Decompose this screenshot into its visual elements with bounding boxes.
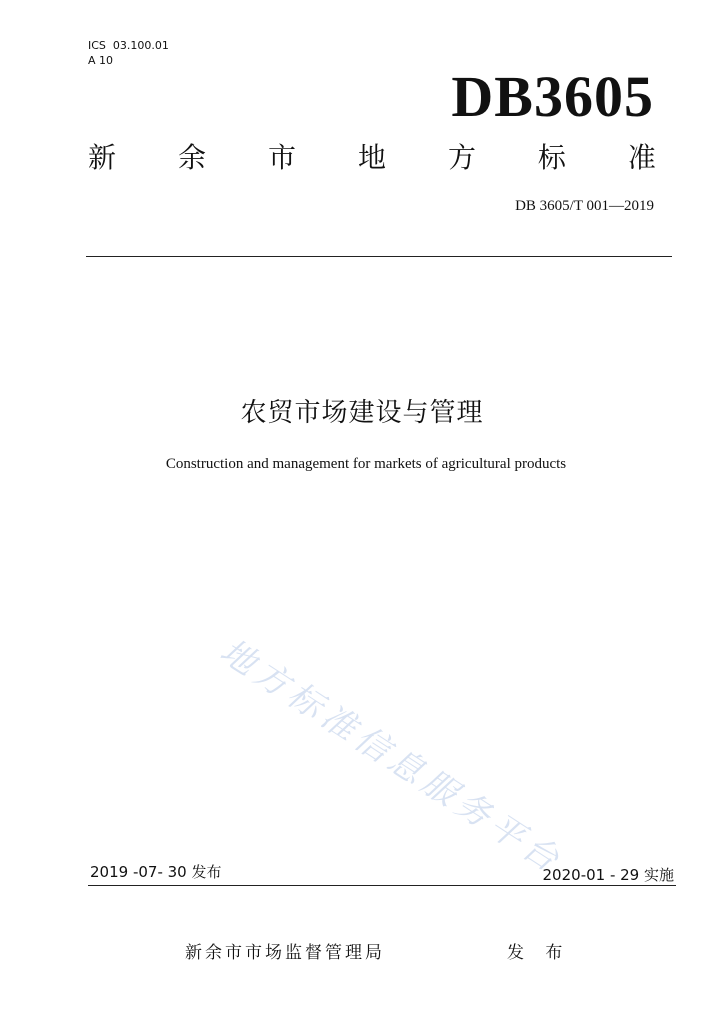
standard-code: DB3605 xyxy=(451,64,654,129)
footer-divider xyxy=(88,885,676,886)
publish-label: 发 布 xyxy=(507,943,571,963)
name-char: 余 xyxy=(177,141,206,174)
name-char: 标 xyxy=(537,141,566,174)
issuing-authority: 新余市市场监督管理局 xyxy=(185,943,385,963)
implementation-date: 2020-01 - 29 实施 xyxy=(542,866,674,884)
name-char: 市 xyxy=(267,141,296,174)
standard-type-name xyxy=(88,138,656,178)
document-title-cn: 农贸市场建设与管理 xyxy=(240,398,484,428)
issue-date: 2019 -07- 30 发布 xyxy=(90,863,222,881)
name-char: 地 xyxy=(357,141,386,174)
document-title-en: Construction and management for markets of agricultural products xyxy=(165,456,567,472)
ccs-code: A 10 xyxy=(88,54,114,67)
ics-code: ICS 03.100.01 xyxy=(88,39,169,52)
standard-number: DB 3605/T 001—2019 xyxy=(515,198,654,214)
header-divider xyxy=(86,256,672,257)
classification-codes xyxy=(88,38,169,68)
watermark: 地方标准信息服务平台 xyxy=(212,631,571,883)
name-char: 新 xyxy=(88,141,117,174)
name-char: 方 xyxy=(447,141,476,174)
name-char: 准 xyxy=(627,141,656,174)
